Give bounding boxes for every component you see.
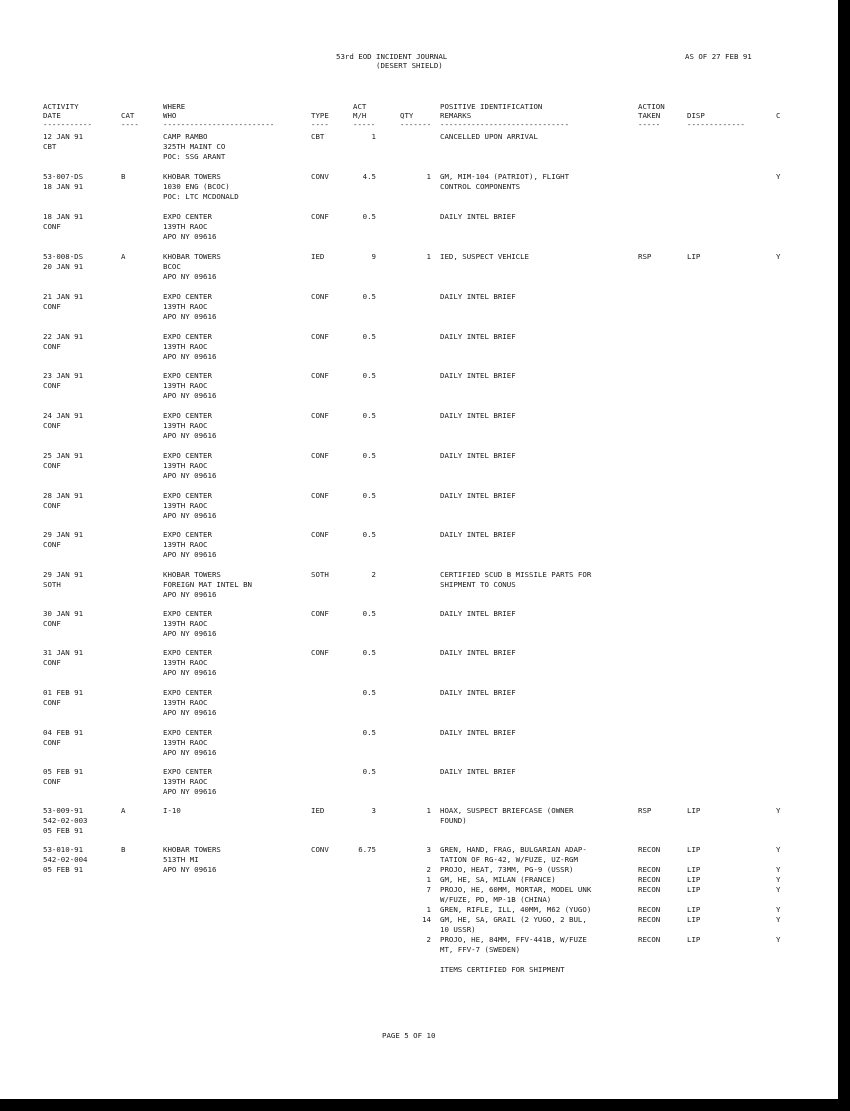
entry-type: CONV (311, 172, 329, 181)
col-action-rule: ----- (638, 120, 661, 129)
entry-where: APO NY 09616 (163, 471, 217, 480)
col-remarks-rule: ----------------------------- (440, 120, 570, 129)
entry-category: A (121, 806, 126, 815)
entry-where: EXPO CENTER (163, 451, 212, 460)
entry-certified: Y (776, 806, 781, 815)
entry-where: APO NY 09616 (163, 312, 217, 321)
entry-where: 139TH RAOC (163, 501, 208, 510)
entry-man-hours: 2 (371, 570, 376, 579)
entry-man-hours: 0.5 (362, 451, 376, 460)
entry-disposition: LIP (687, 875, 701, 884)
entry-remarks: FOUND) (440, 816, 467, 825)
entry-action-taken: RECON (638, 875, 661, 884)
entry-remarks: DAILY INTEL BRIEF (440, 688, 516, 697)
entry-remarks: DAILY INTEL BRIEF (440, 609, 516, 618)
entry-man-hours: 0.5 (362, 491, 376, 500)
entry-action-taken: RECON (638, 845, 661, 854)
col-activity-line1: ACTIVITY (43, 102, 79, 111)
col-act-line1: ACT (353, 102, 367, 111)
entry-where: EXPO CENTER (163, 212, 212, 221)
col-remarks-line2: REMARKS (440, 111, 472, 120)
entry-remarks: DAILY INTEL BRIEF (440, 371, 516, 380)
entry-remarks: DAILY INTEL BRIEF (440, 491, 516, 500)
entry-activity: CONF (43, 302, 61, 311)
entry-certified: Y (776, 935, 781, 944)
entry-action-taken: RSP (638, 806, 652, 815)
entry-quantity: 3 (426, 845, 431, 854)
entry-quantity: 2 (426, 935, 431, 944)
entry-where: EXPO CENTER (163, 648, 212, 657)
entry-activity: CONF (43, 381, 61, 390)
entry-where: APO NY 09616 (163, 629, 217, 638)
entry-man-hours: 3 (371, 806, 376, 815)
entry-activity: CONF (43, 222, 61, 231)
entry-certified: Y (776, 885, 781, 894)
entry-type: CONF (311, 332, 329, 341)
entry-man-hours: 0.5 (362, 530, 376, 539)
entry-remarks: DAILY INTEL BRIEF (440, 728, 516, 737)
col-where-rule: ------------------------- (163, 120, 275, 129)
entry-remarks: GM, HE, SA, MILAN (FRANCE) (440, 875, 556, 884)
entry-activity: 21 JAN 91 (43, 292, 84, 301)
entry-where: APO NY 09616 (163, 748, 217, 757)
entry-activity: 31 JAN 91 (43, 648, 84, 657)
entry-quantity: 2 (426, 865, 431, 874)
entry-where: EXPO CENTER (163, 688, 212, 697)
entry-man-hours: 0.5 (362, 292, 376, 301)
entry-man-hours: 0.5 (362, 411, 376, 420)
entry-remarks: GREN, RIFLE, ILL, 40MM, M62 (YUGO) (440, 905, 592, 914)
entry-where: FOREIGN MAT INTEL BN (163, 580, 252, 589)
col-action-line1: ACTION (638, 102, 665, 111)
col-act-rule: ----- (353, 120, 376, 129)
entry-where: EXPO CENTER (163, 332, 212, 341)
entry-activity: 18 JAN 91 (43, 212, 84, 221)
entry-activity: 20 JAN 91 (43, 262, 84, 271)
entry-remarks: DAILY INTEL BRIEF (440, 212, 516, 221)
entry-action-taken: RECON (638, 915, 661, 924)
entry-activity: 53-008-DS (43, 252, 84, 261)
entry-where: 325TH MAINT CO (163, 142, 226, 151)
entry-disposition: LIP (687, 865, 701, 874)
col-activity-line2: DATE (43, 111, 61, 120)
entry-activity: 04 FEB 91 (43, 728, 84, 737)
entry-where: EXPO CENTER (163, 728, 212, 737)
col-qty: QTY (400, 111, 414, 120)
entry-activity: 22 JAN 91 (43, 332, 84, 341)
entry-activity: CONF (43, 619, 61, 628)
entry-where: EXPO CENTER (163, 491, 212, 500)
entry-quantity: 1 (426, 252, 431, 261)
entry-where: APO NY 09616 (163, 352, 217, 361)
entry-action-taken: RECON (638, 935, 661, 944)
entry-activity: 24 JAN 91 (43, 411, 84, 420)
entry-activity: 29 JAN 91 (43, 530, 84, 539)
entry-remarks: DAILY INTEL BRIEF (440, 451, 516, 460)
entry-disposition: LIP (687, 885, 701, 894)
entry-type: CONV (311, 845, 329, 854)
entry-type: CONF (311, 371, 329, 380)
entry-action-taken: RECON (638, 865, 661, 874)
entry-activity: CONF (43, 501, 61, 510)
entry-man-hours: 0.5 (362, 332, 376, 341)
entry-where: APO NY 09616 (163, 511, 217, 520)
entry-type: IED (311, 252, 325, 261)
entry-certified: Y (776, 252, 781, 261)
journal-subtitle: (DESERT SHIELD) (376, 61, 443, 70)
entry-activity: 05 FEB 91 (43, 767, 84, 776)
entry-type: CONF (311, 292, 329, 301)
entry-type: SOTH (311, 570, 329, 579)
entry-where: 139TH RAOC (163, 302, 208, 311)
entry-where: APO NY 09616 (163, 708, 217, 717)
entry-type: CONF (311, 451, 329, 460)
entry-where: 139TH RAOC (163, 698, 208, 707)
entry-activity: CONF (43, 342, 61, 351)
entry-type: CONF (311, 648, 329, 657)
entry-where: 139TH RAOC (163, 777, 208, 786)
entry-activity: 53-010-91 (43, 845, 84, 854)
entry-where: CAMP RAMBO (163, 132, 208, 141)
col-cat-rule: ---- (121, 120, 139, 129)
entry-man-hours: 0.5 (362, 609, 376, 618)
entry-where: 513TH MI (163, 855, 199, 864)
entry-where: 139TH RAOC (163, 658, 208, 667)
entry-remarks: SHIPMENT TO CONUS (440, 580, 516, 589)
entry-remarks: TATION OF RG-42, W/FUZE, UZ-RGM (440, 855, 578, 864)
entry-activity: 542-02-003 (43, 816, 88, 825)
entry-man-hours: 1 (371, 132, 376, 141)
entry-type: CBT (311, 132, 325, 141)
entry-category: B (121, 172, 126, 181)
page-number: PAGE 5 OF 10 (382, 1031, 436, 1040)
entry-where: 1030 ENG (BCOC) (163, 182, 230, 191)
entry-remarks: DAILY INTEL BRIEF (440, 767, 516, 776)
entry-remarks: DAILY INTEL BRIEF (440, 292, 516, 301)
entry-disposition: LIP (687, 935, 701, 944)
entry-remarks: MT, FFV-7 (SWEDEN) (440, 945, 521, 954)
entry-activity: 05 FEB 91 (43, 826, 84, 835)
entry-type: CONF (311, 212, 329, 221)
entry-disposition: LIP (687, 915, 701, 924)
entry-where: APO NY 09616 (163, 391, 217, 400)
entry-remarks: DAILY INTEL BRIEF (440, 332, 516, 341)
entry-man-hours: 0.5 (362, 728, 376, 737)
entry-disposition: LIP (687, 845, 701, 854)
entry-activity: CONF (43, 738, 61, 747)
entry-activity: CBT (43, 142, 57, 151)
entry-man-hours: 0.5 (362, 688, 376, 697)
entry-category: A (121, 252, 126, 261)
entry-man-hours: 0.5 (362, 648, 376, 657)
entry-remarks: PROJO, HEAT, 73MM, PG-9 (USSR) (440, 865, 574, 874)
entry-remarks: W/FUZE, PD, MP-1B (CHINA) (440, 895, 552, 904)
entry-remarks: GM, MIM-104 (PATRIOT), FLIGHT (440, 172, 570, 181)
entry-certified: Y (776, 905, 781, 914)
entry-activity: 18 JAN 91 (43, 182, 84, 191)
entry-where: I-10 (163, 806, 181, 815)
entry-quantity: 1 (426, 806, 431, 815)
entry-activity: 542-02-004 (43, 855, 88, 864)
entry-certified: Y (776, 875, 781, 884)
entry-remarks: HOAX, SUSPECT BRIEFCASE (OWNER (440, 806, 574, 815)
entry-where: POC: LTC MCDONALD (163, 192, 239, 201)
entry-man-hours: 0.5 (362, 371, 376, 380)
entry-activity: SOTH (43, 580, 61, 589)
entry-activity: 30 JAN 91 (43, 609, 84, 618)
col-activity-rule: ----------- (43, 120, 92, 129)
entry-type: CONF (311, 530, 329, 539)
entry-where: EXPO CENTER (163, 609, 212, 618)
col-c: C (776, 111, 781, 120)
entry-where: 139TH RAOC (163, 619, 208, 628)
entry-activity: 28 JAN 91 (43, 491, 84, 500)
entry-activity: 01 FEB 91 (43, 688, 84, 697)
entry-remarks: PROJO, HE, 84MM, FFV-441B, W/FUZE (440, 935, 587, 944)
entry-where: EXPO CENTER (163, 292, 212, 301)
entry-activity: 23 JAN 91 (43, 371, 84, 380)
entry-remarks: ITEMS CERTIFIED FOR SHIPMENT (440, 965, 565, 974)
entry-action-taken: RECON (638, 885, 661, 894)
as-of-date: AS OF 27 FEB 91 (685, 52, 752, 61)
entry-where: POC: SSG ARANT (163, 152, 226, 161)
entry-where: APO NY 09616 (163, 431, 217, 440)
entry-disposition: LIP (687, 252, 701, 261)
entry-type: IED (311, 806, 325, 815)
entry-activity: 53-007-DS (43, 172, 84, 181)
col-remarks-line1: POSITIVE IDENTIFICATION (440, 102, 543, 111)
entry-activity: 12 JAN 91 (43, 132, 84, 141)
entry-remarks: CONTROL COMPONENTS (440, 182, 521, 191)
entry-activity: CONF (43, 658, 61, 667)
entry-type: CONF (311, 491, 329, 500)
entry-where: 139TH RAOC (163, 738, 208, 747)
entry-certified: Y (776, 915, 781, 924)
entry-quantity: 1 (426, 905, 431, 914)
entry-where: 139TH RAOC (163, 421, 208, 430)
col-disp-rule: ------------- (687, 120, 745, 129)
entry-where: KHOBAR TOWERS (163, 172, 221, 181)
col-qty-rule: ------- (400, 120, 432, 129)
entry-activity: CONF (43, 698, 61, 707)
entry-where: BCOC (163, 262, 181, 271)
col-type-rule: ---- (311, 120, 329, 129)
entry-where: 139TH RAOC (163, 342, 208, 351)
entry-type: CONF (311, 411, 329, 420)
entry-where: EXPO CENTER (163, 767, 212, 776)
entry-man-hours: 9 (371, 252, 376, 261)
col-type: TYPE (311, 111, 329, 120)
entry-quantity: 1 (426, 875, 431, 884)
entry-disposition: LIP (687, 905, 701, 914)
entry-where: KHOBAR TOWERS (163, 252, 221, 261)
col-where-line1: WHERE (163, 102, 186, 111)
entry-where: APO NY 09616 (163, 232, 217, 241)
entry-man-hours: 4.5 (362, 172, 376, 181)
entry-man-hours: 0.5 (362, 212, 376, 221)
entry-remarks: GREN, HAND, FRAG, BULGARIAN ADAP- (440, 845, 587, 854)
entry-quantity: 14 (422, 915, 431, 924)
entry-certified: Y (776, 172, 781, 181)
entry-where: EXPO CENTER (163, 530, 212, 539)
entry-where: 139TH RAOC (163, 540, 208, 549)
entry-where: APO NY 09616 (163, 865, 217, 874)
entry-activity: CONF (43, 421, 61, 430)
entry-category: B (121, 845, 126, 854)
entry-remarks: DAILY INTEL BRIEF (440, 648, 516, 657)
entry-disposition: LIP (687, 806, 701, 815)
entry-man-hours: 6.75 (358, 845, 376, 854)
entry-where: APO NY 09616 (163, 590, 217, 599)
entry-action-taken: RECON (638, 905, 661, 914)
entry-remarks: CERTIFIED SCUD B MISSILE PARTS FOR (440, 570, 592, 579)
entry-certified: Y (776, 845, 781, 854)
col-disp: DISP (687, 111, 705, 120)
entry-remarks: 10 USSR) (440, 925, 476, 934)
entry-where: 139TH RAOC (163, 461, 208, 470)
entry-where: EXPO CENTER (163, 411, 212, 420)
entry-remarks: DAILY INTEL BRIEF (440, 411, 516, 420)
entry-where: EXPO CENTER (163, 371, 212, 380)
col-where-line2: WHO (163, 111, 177, 120)
entry-remarks: DAILY INTEL BRIEF (440, 530, 516, 539)
entry-activity: 29 JAN 91 (43, 570, 84, 579)
entry-activity: 53-009-91 (43, 806, 84, 815)
entry-where: APO NY 09616 (163, 668, 217, 677)
entry-where: APO NY 09616 (163, 550, 217, 559)
entry-activity: CONF (43, 540, 61, 549)
entry-remarks: GM, HE, SA, GRAIL (2 YUGO, 2 BUL, (440, 915, 587, 924)
entry-type: CONF (311, 609, 329, 618)
entry-quantity: 7 (426, 885, 431, 894)
entry-remarks: PROJO, HE, 60MM, MORTAR, MODEL UNK (440, 885, 592, 894)
col-action-line2: TAKEN (638, 111, 661, 120)
entry-remarks: IED, SUSPECT VEHICLE (440, 252, 529, 261)
entry-where: APO NY 09616 (163, 272, 217, 281)
entry-where: KHOBAR TOWERS (163, 845, 221, 854)
entry-quantity: 1 (426, 172, 431, 181)
entry-where: KHOBAR TOWERS (163, 570, 221, 579)
entry-where: APO NY 09616 (163, 787, 217, 796)
col-act-line2: M/H (353, 111, 367, 120)
entry-remarks: CANCELLED UPON ARRIVAL (440, 132, 538, 141)
entry-activity: CONF (43, 777, 61, 786)
entry-where: 139TH RAOC (163, 222, 208, 231)
entry-activity: 05 FEB 91 (43, 865, 84, 874)
entry-activity: 25 JAN 91 (43, 451, 84, 460)
entry-man-hours: 0.5 (362, 767, 376, 776)
entry-activity: CONF (43, 461, 61, 470)
entry-action-taken: RSP (638, 252, 652, 261)
entry-certified: Y (776, 865, 781, 874)
col-cat: CAT (121, 111, 135, 120)
entry-where: 139TH RAOC (163, 381, 208, 390)
journal-title: 53rd EOD INCIDENT JOURNAL (336, 52, 448, 61)
